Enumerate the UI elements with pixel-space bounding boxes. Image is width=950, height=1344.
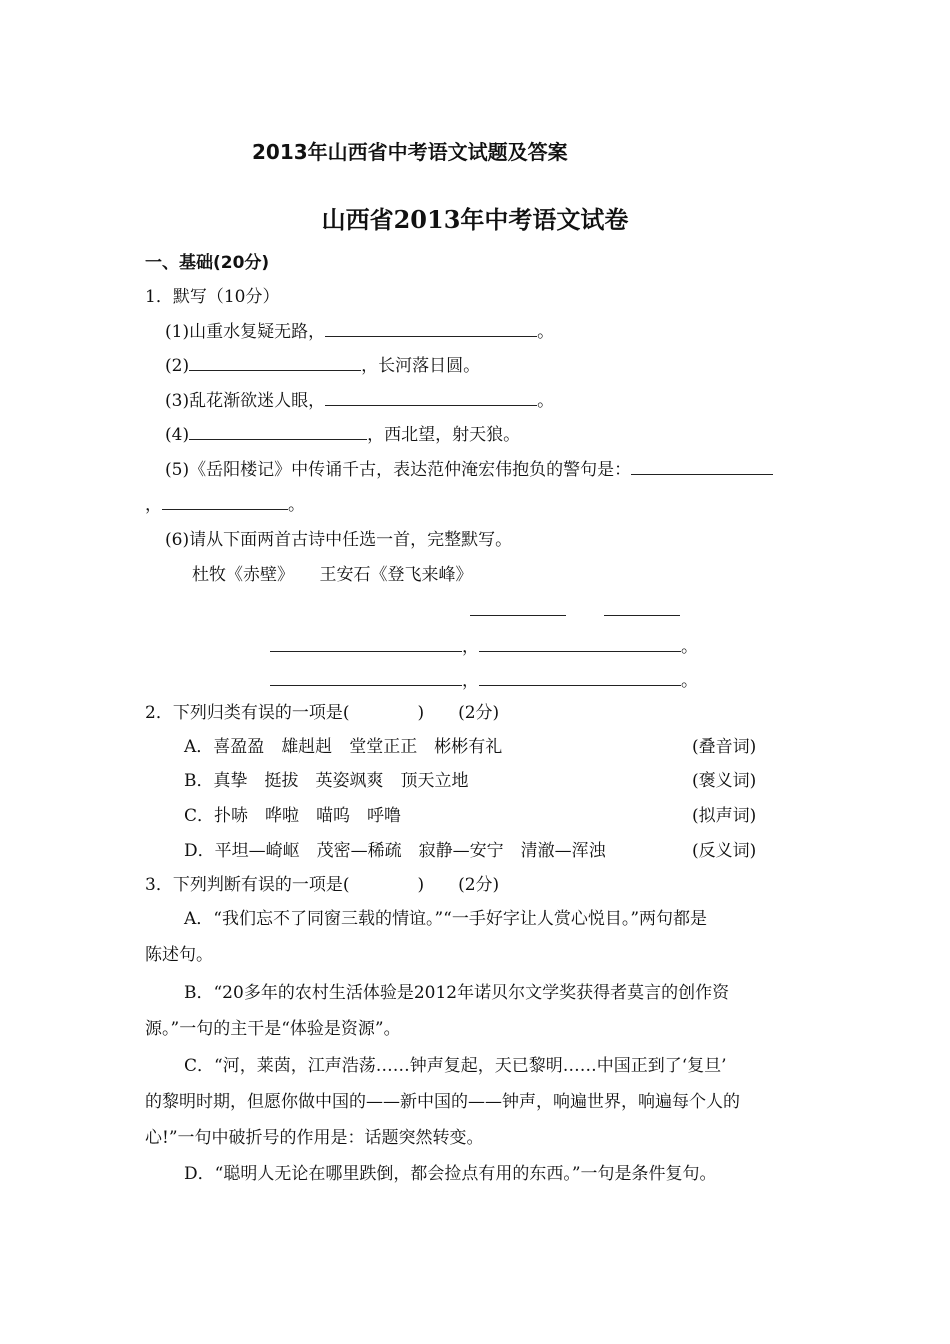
q3-option-a-line-1: A．“我们忘不了同窗三载的情谊。”“一手好字让人赏心悦目。”两句都是 bbox=[184, 909, 708, 929]
poem-comma: ， bbox=[462, 671, 479, 691]
q2-option-c: C．扑哧 哗啦 喵呜 呼噜 bbox=[184, 806, 402, 826]
q1-item-5-comma: ， bbox=[145, 495, 162, 515]
q2-option-d-tag: (反义词) bbox=[692, 841, 757, 861]
q1-item-5-post: 。 bbox=[288, 495, 305, 515]
poem-comma: ， bbox=[462, 637, 479, 657]
question-3-stem: 3．下列判断有误的一项是( ) (2分) bbox=[145, 875, 500, 895]
answer-blank[interactable] bbox=[631, 459, 773, 475]
q3-option-c-line-3: 心!”一句中破折号的作用是：话题突然转变。 bbox=[145, 1128, 484, 1148]
q1-item-2-pre: (2) bbox=[165, 356, 190, 376]
q1-item-5-continuation bbox=[145, 494, 305, 516]
answer-blank[interactable] bbox=[162, 494, 288, 510]
q3-option-c-line-1: C．“河，莱茵，江声浩荡……钟声复起，天已黎明……中国正到了‘复旦’ bbox=[184, 1056, 727, 1076]
poem-line-2 bbox=[270, 670, 698, 692]
poem-line-1 bbox=[270, 636, 698, 658]
answer-blank[interactable] bbox=[479, 636, 681, 652]
q1-item-6: (6)请从下面两首古诗中任选一首，完整默写。 bbox=[165, 530, 513, 550]
q3-option-a-line-2: 陈述句。 bbox=[145, 945, 213, 965]
q3-option-b-line-2: 源。”一句的主干是“体验是资源”。 bbox=[145, 1019, 401, 1039]
q1-item-5-pre: (5)《岳阳楼记》中传诵千古，表达范仲淹宏伟抱负的警句是： bbox=[165, 460, 632, 480]
answer-blank[interactable] bbox=[325, 390, 537, 406]
q3-option-d: D．“聪明人无论在哪里跌倒，都会捡点有用的东西。”一句是条件复句。 bbox=[184, 1164, 717, 1184]
poem-period: 。 bbox=[681, 637, 698, 657]
poem-period: 。 bbox=[681, 671, 698, 691]
question-2-stem: 2．下列归类有误的一项是( ) (2分) bbox=[145, 703, 500, 723]
q2-option-d: D．平坦—崎岖 茂密—稀疏 寂静—安宁 清澈—浑浊 bbox=[184, 841, 606, 861]
q2-option-a: A．喜盈盈 雄赳赳 堂堂正正 彬彬有礼 bbox=[184, 737, 503, 757]
q1-item-3-pre: (3)乱花渐欲迷人眼， bbox=[165, 391, 326, 411]
q1-item-3 bbox=[165, 390, 554, 412]
q1-item-1 bbox=[165, 321, 554, 343]
q2-option-c-tag: (拟声词) bbox=[692, 806, 757, 826]
q1-item-1-pre: (1)山重水复疑无路， bbox=[165, 322, 326, 342]
q1-item-1-post: 。 bbox=[537, 322, 555, 342]
q1-item-4-pre: (4) bbox=[165, 425, 190, 445]
answer-blank[interactable] bbox=[325, 321, 537, 337]
poem-choices: 杜牧《赤壁》 王安石《登飞来峰》 bbox=[192, 565, 473, 585]
q3-option-b-line-1: B．“20多年的农村生活体验是2012年诺贝尔文学奖获得者莫言的创作资 bbox=[184, 983, 730, 1003]
q2-option-a-tag: (叠音词) bbox=[692, 737, 757, 757]
q1-item-4-post: ，西北望，射天狼。 bbox=[367, 425, 521, 445]
q3-option-c-line-2: 的黎明时期，但愿你做中国的——新中国的——钟声，响遍世界，响遍每个人的 bbox=[145, 1092, 740, 1112]
answer-blank[interactable] bbox=[270, 670, 462, 686]
poem-title-blank[interactable] bbox=[470, 615, 566, 616]
q1-item-4 bbox=[165, 424, 520, 446]
answer-blank[interactable] bbox=[270, 636, 462, 652]
q2-option-b: B．真挚 挺拔 英姿飒爽 顶天立地 bbox=[184, 771, 469, 791]
document-title: 2013年山西省中考语文试题及答案 bbox=[252, 140, 568, 164]
q1-item-5 bbox=[165, 459, 773, 481]
answer-blank[interactable] bbox=[189, 424, 367, 440]
section-heading: 一、基础(20分) bbox=[145, 253, 270, 273]
poem-author-blank[interactable] bbox=[604, 615, 680, 616]
q1-item-2-post: ，长河落日圆。 bbox=[361, 356, 481, 376]
question-1-stem: 1．默写（10分） bbox=[145, 287, 280, 307]
q1-item-3-post: 。 bbox=[537, 391, 555, 411]
q2-option-b-tag: (褒义词) bbox=[692, 771, 757, 791]
answer-blank[interactable] bbox=[479, 670, 681, 686]
exam-title: 山西省2013年中考语文试卷 bbox=[321, 205, 629, 234]
q1-item-2 bbox=[165, 355, 480, 377]
answer-blank[interactable] bbox=[189, 355, 361, 371]
